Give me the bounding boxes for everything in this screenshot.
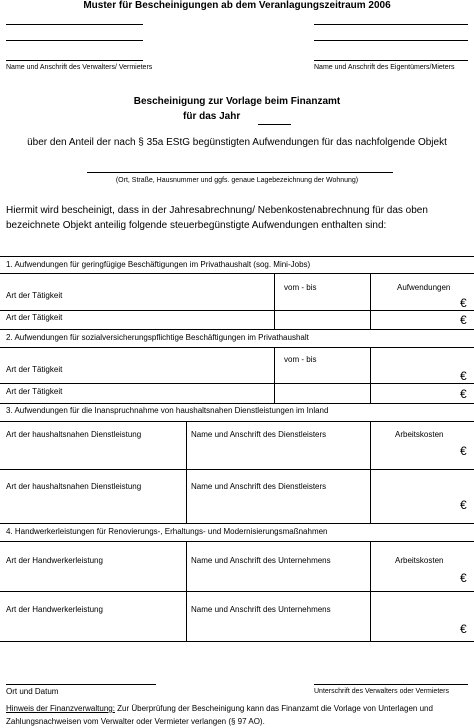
owner-line-1 [314,24,468,25]
s3-divider-2 [370,421,371,523]
s4-row1-col3: Arbeitskosten [395,556,444,565]
s1-row1-label: Art der Tätigkeit [6,291,63,300]
landlord-line-1 [6,24,143,25]
s4-header-border [0,541,474,542]
s4-bottom-border [0,641,474,642]
s1-divider-1 [274,273,275,329]
s2-bottom-border [0,403,474,404]
landlord-line-3 [6,60,143,61]
s1-row2-label: Art der Tätigkeit [6,313,63,322]
s4-row1-col2: Name und Anschrift des Unternehmens [191,556,331,565]
finance-note-text: Zur Überprüfung der Bescheinigung kann das Finanzamt die Vorlage von Unterlagen und Zahlungsnachweisen vom Verwalter oder Vermieter verlangen (§ 97 AO). [6,704,433,726]
finance-note [6,702,471,728]
s1-row-border [0,310,474,311]
s1-row1-currency: € [460,296,467,310]
s4-title: 4. Handwerkerleistungen für Renovierungs-, Erhaltungs- und Modernisierungsmaßnahmen [6,527,328,536]
s3-row2-col2: Name und Anschrift des Dienstleisters [191,482,327,491]
s4-row1-currency: € [460,571,467,585]
s1-col-amount: Aufwendungen [397,283,451,292]
s2-divider-2 [370,347,371,403]
landlord-line-2 [6,40,143,41]
s3-row1-currency: € [460,444,467,458]
place-date-label: Ort und Datum [6,687,59,696]
s3-bottom-border [0,523,474,524]
s2-row2-currency: € [460,387,467,401]
year-field[interactable] [258,124,291,125]
certificate-year-label: für das Jahr [183,111,241,122]
s4-row2-col2: Name und Anschrift des Unternehmens [191,605,331,614]
s3-row1-col1: Art der haushaltsnahen Dienstleistung [6,430,142,439]
s2-row1-label: Art der Tätigkeit [6,365,63,374]
s3-row-border [0,469,474,470]
s1-title: 1. Aufwendungen für geringfügige Beschäftigungen im Privathaushalt (sog. Mini-Jobs) [6,260,311,269]
s2-title: 2. Aufwendungen für sozialversicherungspflichtige Beschäftigungen im Privathaushalt [6,333,309,342]
s3-row1-col2: Name und Anschrift des Dienstleisters [191,430,327,439]
s2-divider-1 [274,347,275,403]
s1-divider-2 [370,273,371,329]
owner-label: Name und Anschrift des Eigentümers/Mieters [314,64,455,71]
document-title: Muster für Bescheinigungen ab dem Veranlagungszeitraum 2006 [83,0,391,11]
certificate-subject: über den Anteil der nach § 35a EStG begünstigten Aufwendungen für das nachfolgende Objekt [27,137,447,148]
s3-divider-1 [186,421,187,523]
owner-line-3 [314,60,468,61]
finance-note-label: Hinweis der Finanzverwaltung: [6,704,115,713]
s1-row2-currency: € [460,313,467,327]
s4-row1-col1: Art der Handwerkerleistung [6,556,103,565]
owner-line-2 [314,40,468,41]
s1-col-period: vom - bis [284,283,317,292]
s2-row2-label: Art der Tätigkeit [6,387,63,396]
signature-field[interactable] [314,684,468,685]
certificate-intro: Hiermit wird bescheinigt, dass in der Jahresabrechnung/ Nebenkostenabrechnung für das oben bezeichnete Objekt anteilig folgende steuerbegünstigte Aufwendungen enthalten sind: [6,205,428,231]
s3-row1-col3: Arbeitskosten [395,430,444,439]
s2-header-border [0,347,474,348]
property-address-caption: (Ort, Straße, Hausnummer und ggfs. genaue Lagebezeichnung der Wohnung) [115,177,359,184]
property-address-field[interactable] [87,172,393,173]
s4-row2-col1: Art der Handwerkerleistung [6,605,103,614]
s2-row-border [0,383,474,384]
s3-header-border [0,421,474,422]
s2-row1-currency: € [460,369,467,383]
signature-label: Unterschrift des Verwalters oder Vermieters [314,688,449,695]
s4-row2-currency: € [460,622,467,636]
s1-header-border [0,273,474,274]
s3-title: 3. Aufwendungen für die Inanspruchnahme von haushaltsnahen Dienstleistungen im Inland [6,406,329,415]
s2-col-period: vom - bis [284,355,317,364]
certificate-heading: Bescheinigung zur Vorlage beim Finanzamt [133,96,341,107]
s3-row2-currency: € [460,498,467,512]
place-date-field[interactable] [6,684,156,685]
s1-bottom-border [0,329,474,330]
s1-top-border [0,256,474,257]
s4-row-border [0,591,474,592]
landlord-label: Name und Anschrift des Verwalters/ Vermieters [6,64,153,71]
s3-row2-col1: Art der haushaltsnahen Dienstleistung [6,482,142,491]
